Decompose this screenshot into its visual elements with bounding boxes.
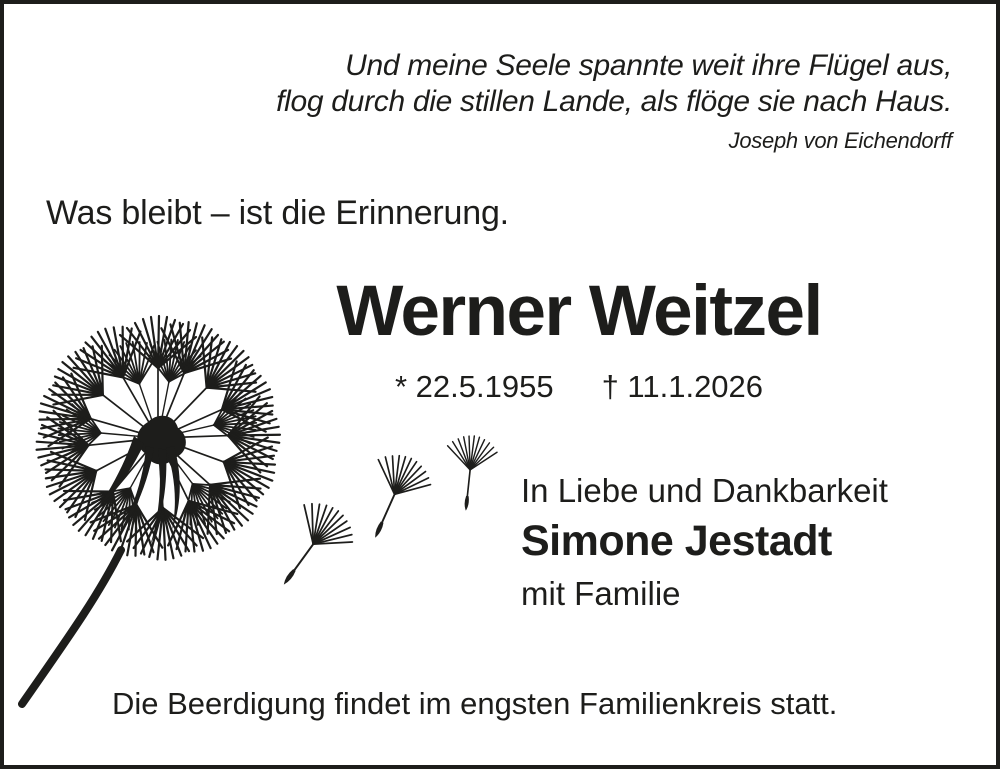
flying-seed	[441, 433, 498, 513]
mourners-block	[521, 474, 888, 610]
funeral-note: Die Beerdigung findet im engsten Familienkreis statt.	[112, 686, 838, 721]
life-dates	[154, 371, 1000, 402]
birth-date: * 22.5.1955	[394, 369, 554, 404]
quote-attribution: Joseph von Eichendorff	[728, 128, 952, 153]
deceased-name: Werner Weitzel	[336, 272, 822, 351]
dandelion-stem	[22, 550, 121, 704]
deceased-block	[154, 272, 1000, 404]
death-date: † 11.1.2026	[601, 369, 764, 404]
quote-line-1: Und meine Seele spannte weit ihre Flügel aus,	[345, 49, 952, 82]
motto-text: Was bleibt – ist die Erinnerung.	[46, 194, 509, 232]
quote-line-2: flog durch die stillen Lande, als flöge sie nach Haus.	[276, 85, 952, 118]
quote-block	[276, 48, 952, 154]
mourner-name: Simone Jestadt	[521, 517, 832, 565]
mourners-intro: In Liebe und Dankbarkeit	[521, 472, 888, 509]
mourners-suffix: mit Familie	[521, 575, 681, 612]
flying-seed	[259, 493, 362, 603]
flying-seed	[349, 446, 437, 549]
